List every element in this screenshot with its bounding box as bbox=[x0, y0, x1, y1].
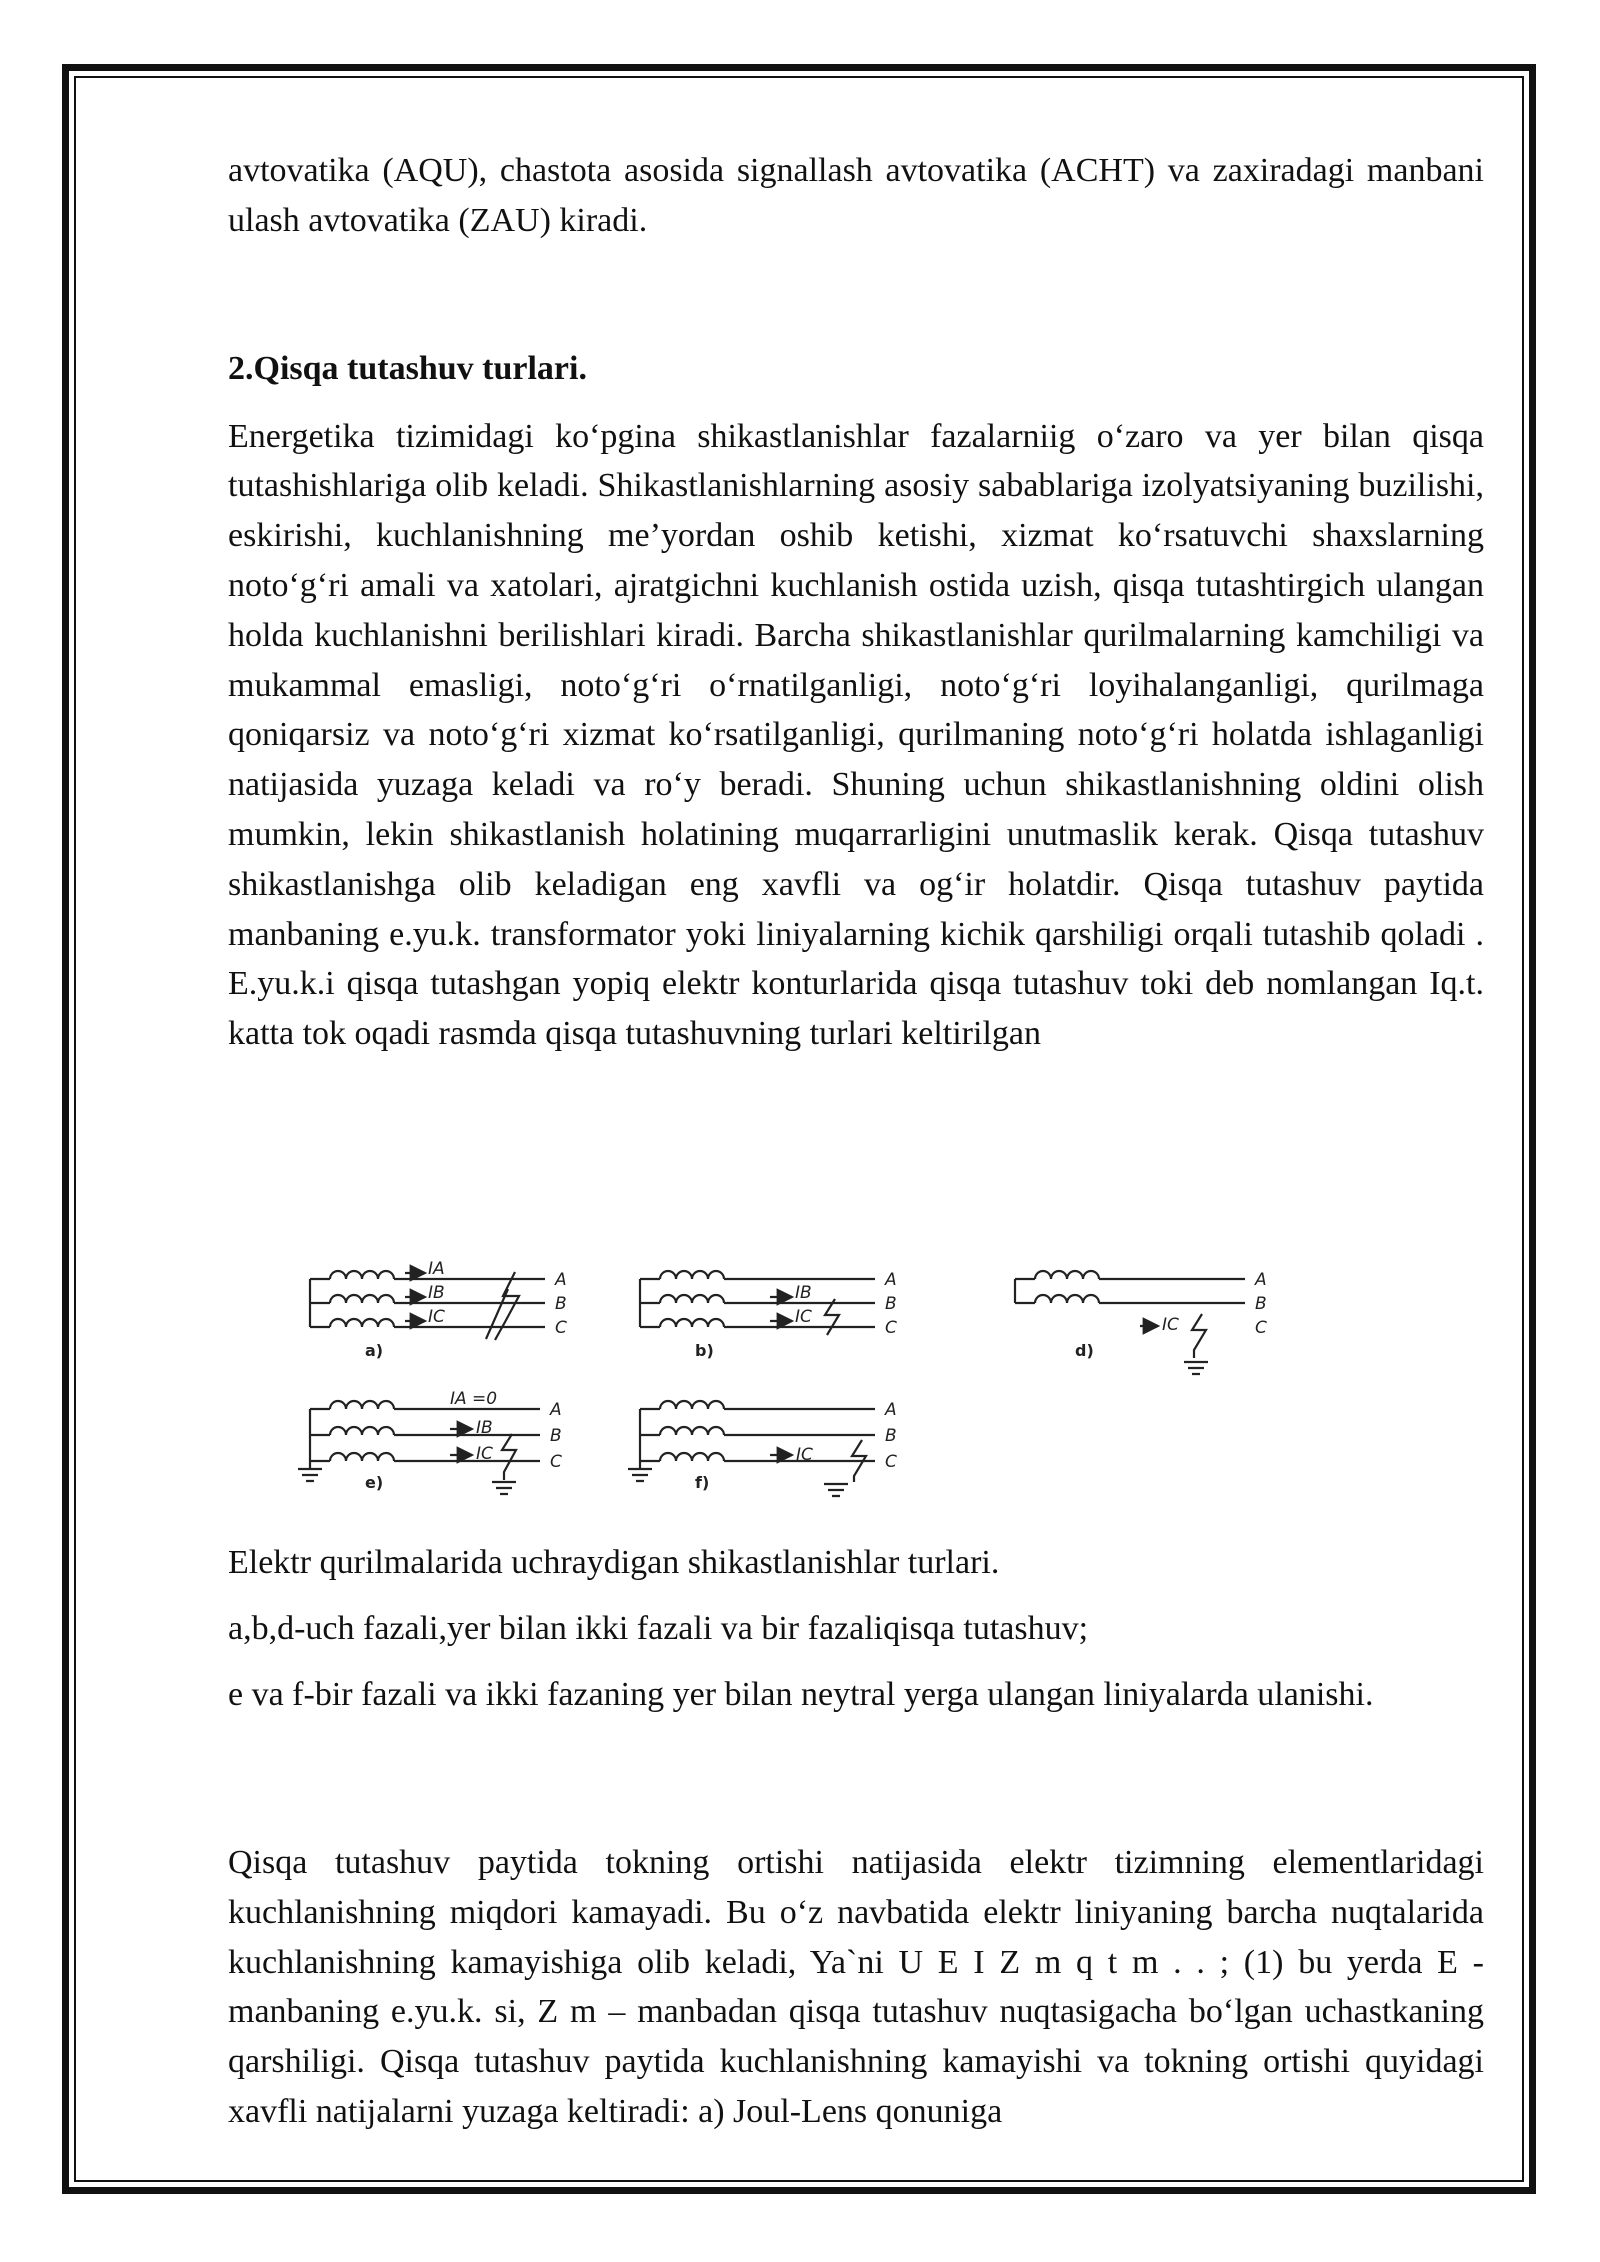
phase-label-a: A bbox=[885, 1270, 897, 1290]
phase-label-a: A bbox=[885, 1400, 897, 1420]
body-paragraph-1: Energetika tizimidagi ko‘pgina shikastlanishlar fazalarniig o‘zaro va yer bilan qisqa tutashishlariga olib keladi. Shikastlanishlarning asosiy sabablariga izolyatsiyaning buzilishi, eskirishi, kuchlanishning me’yordan oshib ketishi, xizmat ko‘rsatuvchi shaxslarning noto‘g‘ri amali va xatolari, ajratgichni kuchlanish ostida uzish, qisqa tutashtirgich ulangan holda kuchlanishni berilishlari kiradi. Barcha shikastlanishlar qurilmalarning kamchiligi va mukammal emasligi, noto‘g‘ri o‘rnatilganligi, noto‘g‘ri loyihalanganligi, qurilmaga qoniqarsiz va noto‘g‘ri xizmat ko‘rsatilganligi, qurilmaning noto‘g‘ri holatda ishlaganligi natijasida yuzaga keladi va ro‘y beradi. Shuning uchun shikastlanishning oldini olish mumkin, lekin shikastlanish holatining muqarrarligini unutmaslik kerak. Qisqa tutashuv shikastlanishga olib keladigan eng xavfli va og‘ir holatdir. Qisqa tutashuv paytida manbaning e.yu.k. transformator yoki liniyalarning kichik qarshiligi orqali tutashib qoladi . E.yu.k.i qisqa tutashgan yopiq elektr konturlarida qisqa tutashuv toki deb nomlangan Iq.t. katta tok oqadi rasmda qisqa tutashuvning turlari keltirilgan bbox=[228, 417, 1484, 1053]
phase-label-c: C bbox=[555, 1318, 567, 1338]
current-label-ib: IB bbox=[795, 1283, 812, 1303]
current-label-ib: IB bbox=[476, 1418, 493, 1438]
page-content bbox=[228, 146, 1484, 1059]
phase-label-c: C bbox=[885, 1452, 897, 1472]
current-label-ic: IC bbox=[428, 1307, 445, 1327]
panel-a-circuit bbox=[310, 1271, 545, 1340]
phase-label-b: B bbox=[550, 1426, 562, 1446]
short-circuit-diagram bbox=[290, 1244, 1290, 1514]
intro-paragraph: avtovatika (AQU), chastota asosida signallash avtovatika (ACHT) va zaxiradagi manbani ulash avtovatika (ZAU) kiradi. bbox=[228, 152, 1484, 239]
figure-caption-line-3: e va f-bir fazali va ikki fazaning yer bilan neytral yerga ulangan liniyalarda ulanishi. bbox=[228, 1675, 1374, 1713]
current-label-ia-zero: IA =0 bbox=[450, 1389, 498, 1409]
phase-label-b: B bbox=[885, 1426, 897, 1446]
phase-label-b: B bbox=[555, 1294, 567, 1314]
panel-d-circuit bbox=[1015, 1271, 1245, 1374]
panel-e-circuit bbox=[298, 1401, 540, 1494]
panel-label-f: f) bbox=[695, 1473, 710, 1492]
phase-label-b: B bbox=[885, 1294, 897, 1314]
caption-block bbox=[228, 1538, 1484, 1719]
figure-caption: Elektr qurilmalarida uchraydigan shikastlanishlar turlari. bbox=[228, 1544, 1000, 1581]
panel-label-b: b) bbox=[695, 1341, 714, 1360]
section-heading: 2.Qisqa tutashuv turlari. bbox=[228, 349, 587, 387]
current-label-ic: IC bbox=[796, 1445, 813, 1465]
panel-label-d: d) bbox=[1075, 1341, 1094, 1360]
phase-label-a: A bbox=[1255, 1270, 1267, 1290]
panel-label-a: a) bbox=[365, 1341, 384, 1360]
phase-label-a: A bbox=[550, 1400, 562, 1420]
short-circuit-figure bbox=[290, 1244, 1290, 1514]
panel-f-circuit bbox=[628, 1401, 875, 1496]
current-label-ia: IA bbox=[428, 1259, 445, 1279]
body-paragraph-2: Qisqa tutashuv paytida tokning ortishi natijasida elektr tizimning elementlaridagi kuchlanishning miqdori kamayadi. Bu o‘z navbatida elektr liniyaning barcha nuqtalarida kuchlanishning kamayishiga olib keladi, Ya`ni U E I Z m q t m . . ; (1) bu yerda E - manbaning e.yu.k. si, Z m – manbadan qisqa tutashuv nuqtasigacha bo‘lgan uchastkaning qarshiligi. Qisqa tutashuv paytida kuchlanishning kamayishi va tokning ortishi quyidagi xavfli natijalarni yuzaga keltiradi: a) Joul-Lens qonuniga bbox=[228, 1844, 1484, 2130]
current-label-ic: IC bbox=[476, 1444, 493, 1464]
phase-label-c: C bbox=[550, 1452, 562, 1472]
figure-caption-line-2: a,b,d-uch fazali,yer bilan ikki fazali va bir fazaliqisqa tutashuv; bbox=[228, 1609, 1089, 1647]
panel-b-circuit bbox=[640, 1271, 875, 1335]
current-label-ic: IC bbox=[795, 1307, 812, 1327]
second-body-block bbox=[228, 1838, 1484, 2137]
current-label-ic: IC bbox=[1162, 1315, 1179, 1335]
phase-label-c: C bbox=[885, 1318, 897, 1338]
panel-label-e: e) bbox=[365, 1473, 384, 1492]
current-label-ib: IB bbox=[428, 1283, 445, 1303]
phase-label-c: C bbox=[1255, 1318, 1267, 1338]
phase-label-a: A bbox=[555, 1270, 567, 1290]
phase-label-b: B bbox=[1255, 1294, 1267, 1314]
